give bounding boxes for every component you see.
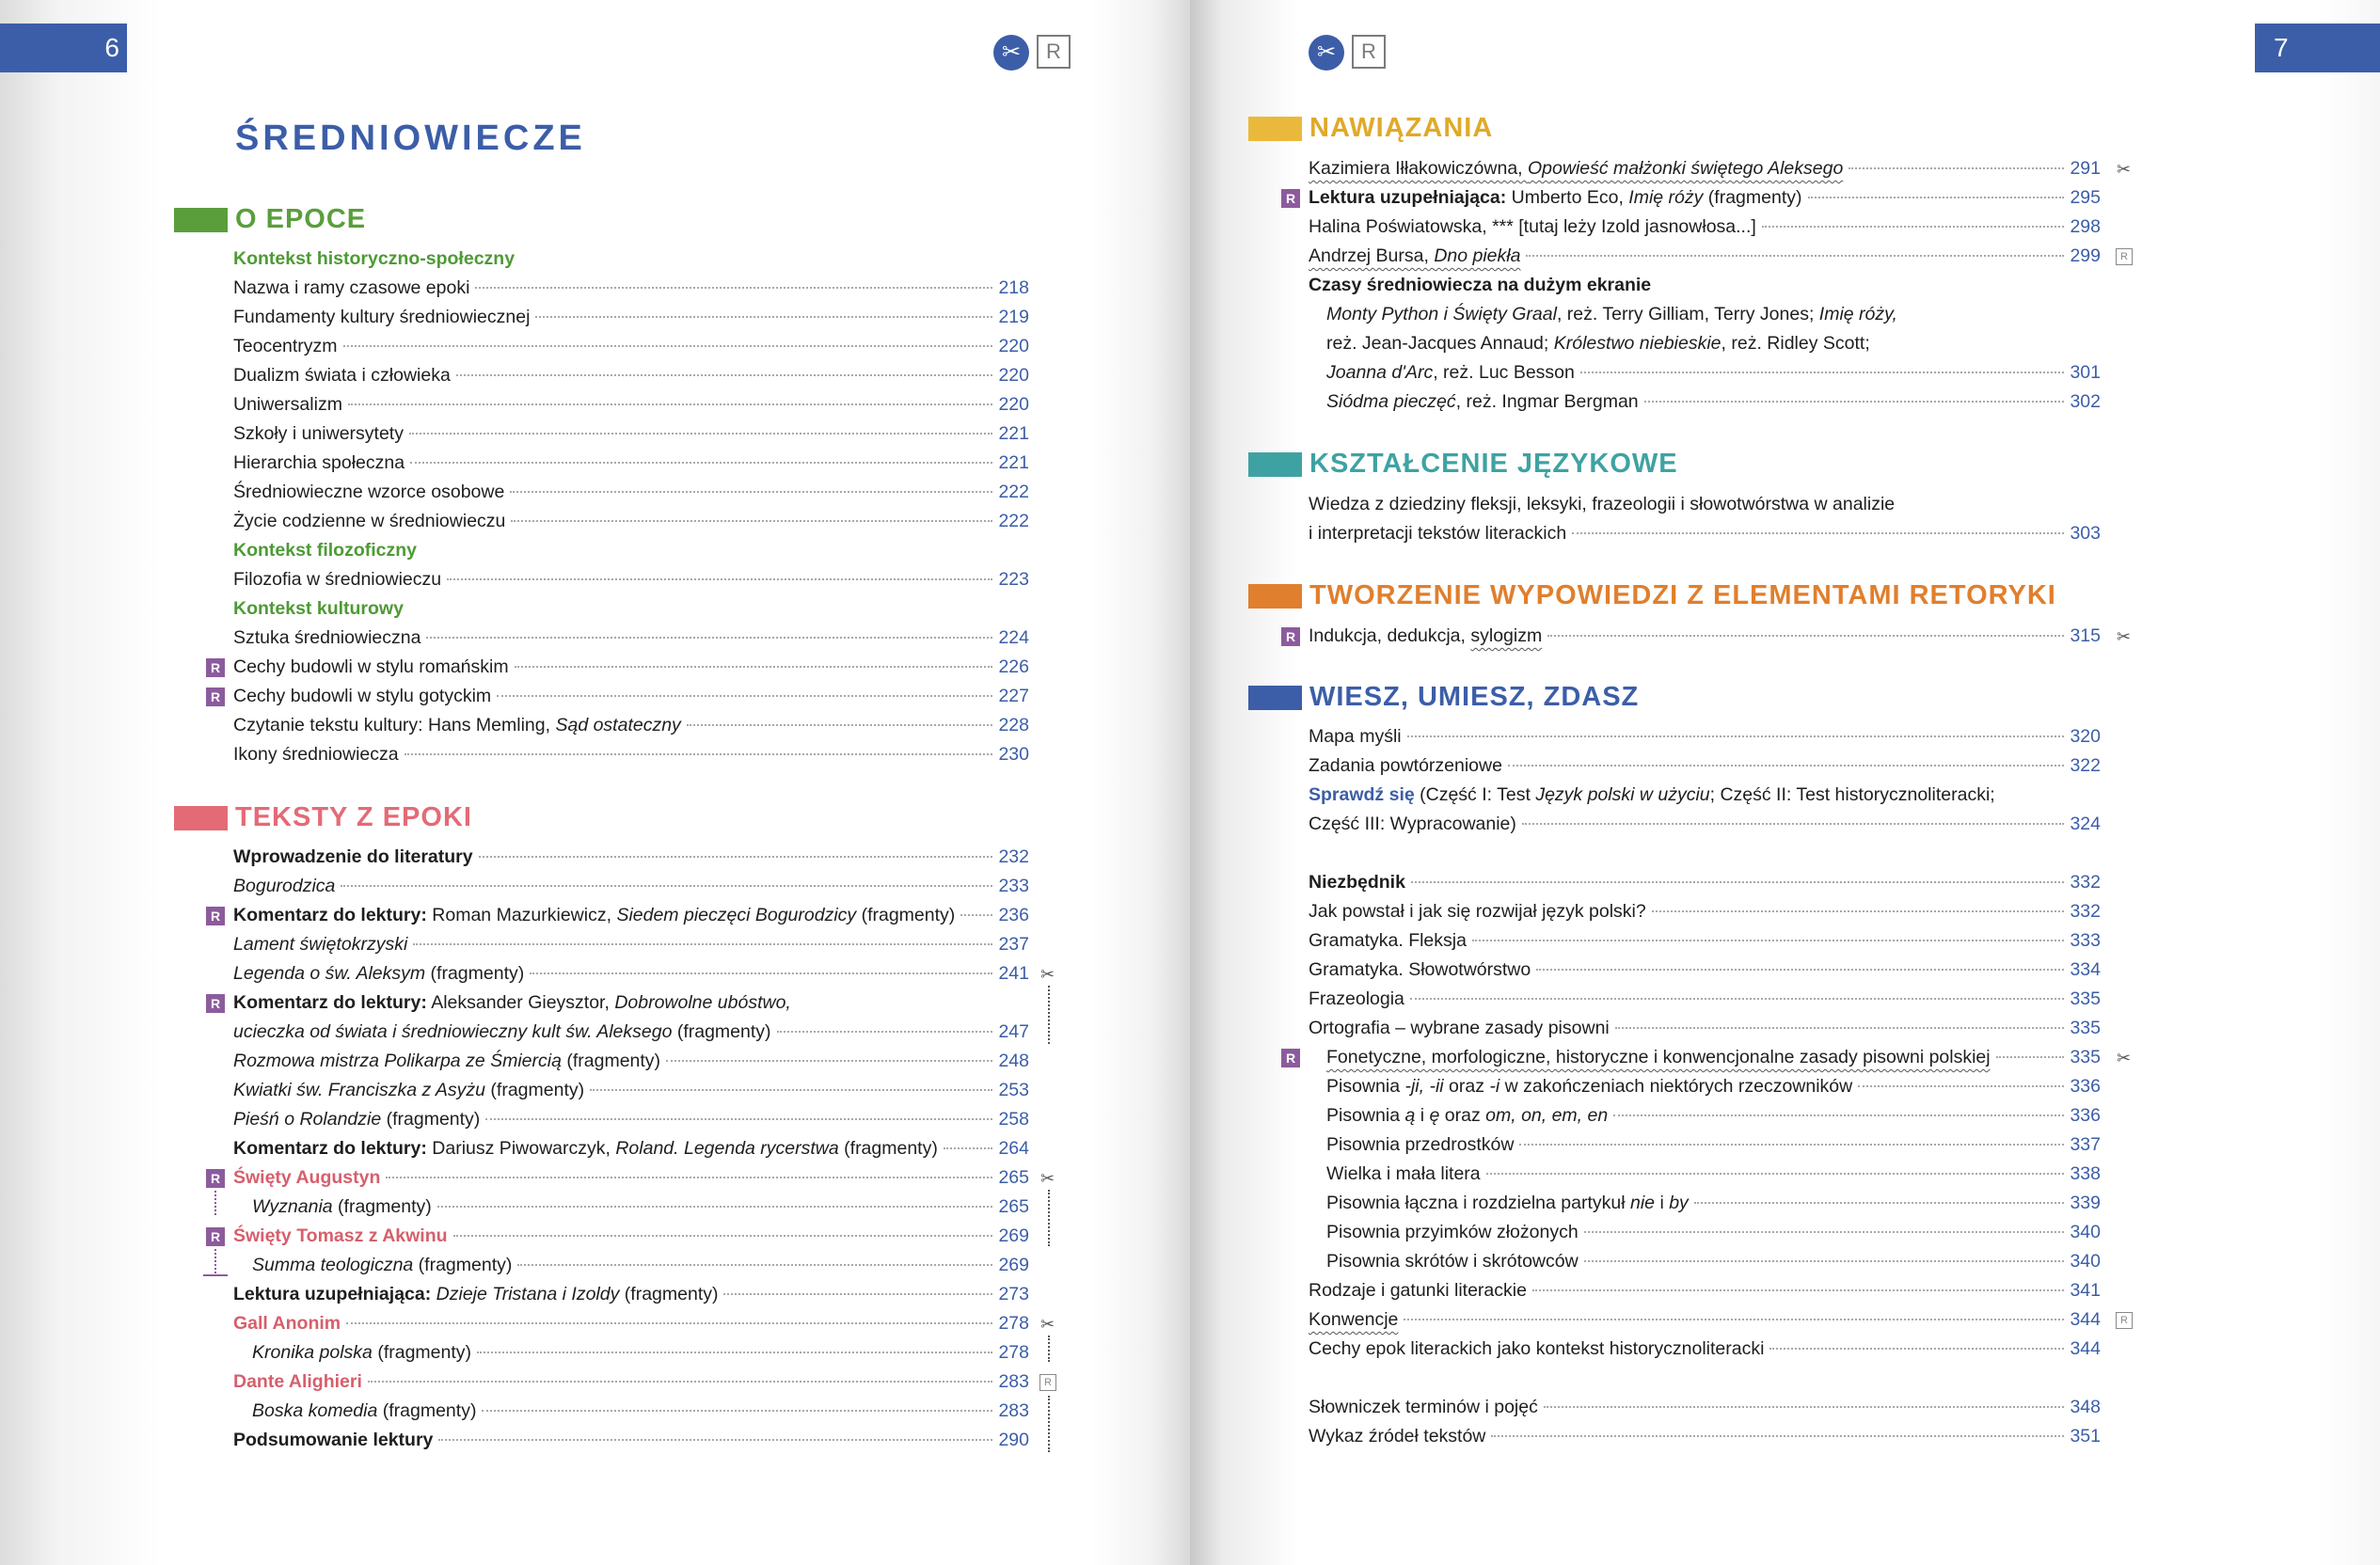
r-badge-icon: R [206, 1169, 225, 1188]
toc-entry[interactable]: Kazimiera Iłłakowiczówna, Opowieść małżonki świętego Aleksego 291 [1309, 158, 2101, 179]
toc-entry[interactable]: Legenda o św. Aleksym (fragmenty) 241 [233, 963, 1029, 984]
toc-entry[interactable]: reż. Jean-Jacques Annaud; Królestwo niebieskie, reż. Ridley Scott; [1326, 333, 1870, 354]
toc-entry[interactable]: Halina Poświatowska, *** [tutaj leży Izold jasnowłosa...] 298 [1309, 216, 2101, 237]
toc-entry[interactable]: Fundamenty kultury średniowiecznej 219 [233, 307, 1029, 327]
toc-entry[interactable]: Ortografia – wybrane zasady pisowni 335 [1309, 1018, 2101, 1038]
toc-entry[interactable]: Kwiatki św. Franciszka z Asyżu (fragmenty) 253 [233, 1080, 1029, 1100]
toc-entry[interactable]: Szkoły i uniwersytety 221 [233, 423, 1029, 444]
section-title: TWORZENIE WYPOWIEDZI Z ELEMENTAMI RETORYKI [1309, 580, 2056, 610]
r-badge-icon: R [206, 1227, 225, 1246]
section-title: O EPOCE [235, 204, 367, 234]
section-heading-o-epoce [174, 204, 366, 235]
toc-entry[interactable]: Święty Augustyn 265 [233, 1167, 1029, 1188]
toc-entry[interactable]: Lektura uzupełniająca: Umberto Eco, Imię róży (fragmenty) 295 [1309, 187, 2101, 208]
chain-link-icon [1048, 1396, 1050, 1452]
toc-subheading: Kontekst kulturowy [233, 598, 404, 619]
hierarchy-line [214, 1191, 216, 1215]
toc-entry[interactable]: Ikony średniowiecza 230 [233, 744, 1029, 765]
toc-entry[interactable]: Andrzej Bursa, Dno piekła 299 [1309, 245, 2101, 266]
section-color-bar [1248, 117, 1302, 141]
r-mark-icon: R [2116, 248, 2133, 265]
r-mark-icon: R [1037, 35, 1071, 69]
r-badge-icon: R [206, 658, 225, 677]
section-color-bar [1248, 686, 1302, 710]
scissors-icon: ✂ [2117, 1049, 2132, 1067]
toc-entry[interactable]: Średniowieczne wzorce osobowe 222 [233, 482, 1029, 502]
scissors-icon: ✂ [993, 35, 1029, 71]
page-number: 6 [0, 24, 127, 72]
r-badge-icon: R [1281, 1049, 1300, 1067]
scissors-icon: ✂ [1040, 1169, 1055, 1188]
toc-entry[interactable]: Joanna d'Arc, reż. Luc Besson 301 [1326, 362, 2101, 383]
toc-entry[interactable]: Zadania powtórzeniowe 322 [1309, 755, 2101, 776]
toc-entry[interactable]: Cechy budowli w stylu gotyckim 227 [233, 686, 1029, 706]
toc-entry[interactable]: Lament świętokrzyski 237 [233, 934, 1029, 955]
scissors-icon: ✂ [2117, 160, 2132, 179]
section-heading-teksty-z-epoki [174, 802, 472, 833]
toc-entry[interactable]: ucieczka od świata i średniowieczny kult św. Aleksego (fragmenty) 247 [233, 1021, 1029, 1042]
toc-entry[interactable]: Gramatyka. Słowotwórstwo 334 [1309, 959, 2101, 980]
toc-entry[interactable]: Uniwersalizm 220 [233, 394, 1029, 415]
toc-entry[interactable]: Pisownia skrótów i skrótowców 340 [1326, 1251, 2101, 1272]
hierarchy-line [203, 1274, 228, 1276]
toc-entry[interactable]: Święty Tomasz z Akwinu 269 [233, 1225, 1029, 1246]
section-color-bar [174, 208, 228, 232]
toc-entry[interactable]: Konwencje 344 [1309, 1309, 2101, 1330]
toc-entry[interactable]: Czasy średniowiecza na dużym ekranie [1309, 275, 1652, 295]
toc-entry[interactable]: Cechy budowli w stylu romańskim 226 [233, 656, 1029, 677]
era-title: ŚREDNIOWIECZE [235, 119, 586, 158]
toc-entry[interactable]: i interpretacji tekstów literackich 303 [1309, 523, 2101, 544]
toc-entry[interactable]: Jak powstał i jak się rozwijał język polski? 332 [1309, 901, 2101, 922]
toc-entry[interactable]: Pisownia ą i ę oraz om, on, em, en 336 [1326, 1105, 2101, 1126]
toc-entry[interactable]: Frazeologia 335 [1309, 988, 2101, 1009]
toc-entry[interactable]: Filozofia w średniowieczu 223 [233, 569, 1029, 590]
toc-entry[interactable]: Wyznania (fragmenty) 265 [252, 1196, 1029, 1217]
page-marks [1309, 35, 1386, 71]
chain-link-icon [1048, 986, 1050, 1044]
r-mark-icon: R [1039, 1374, 1056, 1391]
toc-entry[interactable]: Słowniczek terminów i pojęć 348 [1309, 1397, 2101, 1417]
toc-entry[interactable]: Czytanie tekstu kultury: Hans Memling, Sąd ostateczny 228 [233, 715, 1029, 735]
toc-entry[interactable]: Dante Alighieri 283 [233, 1371, 1029, 1392]
toc-subheading: Kontekst filozoficzny [233, 540, 418, 561]
toc-entry[interactable]: Cechy epok literackich jako kontekst historycznoliteracki 344 [1309, 1338, 2101, 1359]
section-heading-nawiazania [1248, 113, 1493, 144]
r-mark-icon: R [2116, 1312, 2133, 1329]
toc-entry[interactable]: Podsumowanie lektury 290 [233, 1430, 1029, 1450]
scissors-icon: ✂ [1309, 35, 1344, 71]
section-color-bar [1248, 452, 1302, 477]
toc-entry[interactable]: Rozmowa mistrza Polikarpa ze Śmiercią (fragmenty) 248 [233, 1051, 1029, 1071]
toc-entry[interactable]: Dualizm świata i człowieka 220 [233, 365, 1029, 386]
r-badge-icon: R [206, 994, 225, 1013]
toc-entry[interactable]: Niezbędnik 332 [1309, 872, 2101, 893]
scissors-icon: ✂ [1040, 1315, 1055, 1334]
r-badge-icon: R [1281, 189, 1300, 208]
section-title: NAWIĄZANIA [1309, 113, 1494, 143]
chain-link-icon [1048, 1190, 1050, 1246]
toc-entry[interactable]: Fonetyczne, morfologiczne, historyczne i konwencjonalne zasady pisowni polskiej 335 [1326, 1047, 2101, 1067]
r-badge-icon: R [206, 688, 225, 706]
r-badge-icon: R [206, 907, 225, 925]
page-number: 7 [2255, 24, 2380, 72]
section-heading-wiesz-umiesz-zdasz [1248, 682, 1639, 713]
chain-link-icon [1048, 1336, 1050, 1362]
toc-entry[interactable]: Wykaz źródeł tekstów 351 [1309, 1426, 2101, 1446]
toc-subheading: Kontekst historyczno-społeczny [233, 248, 516, 269]
toc-entry[interactable]: Komentarz do lektury: Aleksander Gieysztor, Dobrowolne ubóstwo, [233, 992, 791, 1013]
section-color-bar [1248, 584, 1302, 609]
toc-entry[interactable]: Życie codzienne w średniowieczu 222 [233, 511, 1029, 531]
toc-entry[interactable]: Monty Python i Święty Graal, reż. Terry Gilliam, Terry Jones; Imię róży, [1326, 304, 1897, 324]
toc-entry[interactable]: Mapa myśli 320 [1309, 726, 2101, 747]
toc-entry[interactable]: Siódma pieczęć, reż. Ingmar Bergman 302 [1326, 391, 2101, 412]
toc-entry[interactable]: Pisownia przedrostków 337 [1326, 1134, 2101, 1155]
section-title: KSZTAŁCENIE JĘZYKOWE [1309, 449, 1678, 479]
toc-entry[interactable]: Część III: Wypracowanie) 324 [1309, 814, 2101, 834]
toc-entry[interactable]: Sprawdź się (Część I: Test Język polski w użyciu; Część II: Test historycznoliteracki; [1309, 784, 1995, 805]
toc-entry[interactable]: Gramatyka. Fleksja 333 [1309, 930, 2101, 951]
toc-entry[interactable]: Summa teologiczna (fragmenty) 269 [252, 1255, 1029, 1275]
section-title: TEKSTY Z EPOKI [235, 802, 472, 832]
section-heading-tworzenie-wypowiedzi [1248, 580, 2056, 611]
page-marks [993, 35, 1071, 71]
toc-entry[interactable]: Lektura uzupełniająca: Dzieje Tristana i Izoldy (fragmenty) 273 [233, 1284, 1029, 1304]
right-page [1190, 0, 2380, 1565]
toc-entry[interactable]: Komentarz do lektury: Dariusz Piwowarczyk, Roland. Legenda rycerstwa (fragmenty) 264 [233, 1138, 1029, 1159]
hierarchy-line [214, 1249, 216, 1273]
section-color-bar [174, 806, 228, 830]
toc-entry[interactable]: Pisownia -ji, -ii oraz -i w zakończeniach niektórych rzeczowników 336 [1326, 1076, 2101, 1097]
toc-entry[interactable]: Wprowadzenie do literatury 232 [233, 846, 1029, 867]
toc-entry[interactable]: Wiedza z dziedziny fleksji, leksyki, frazeologii i słowotwórstwa w analizie [1309, 494, 1896, 514]
toc-entry[interactable]: Boska komedia (fragmenty) 283 [252, 1400, 1029, 1421]
section-title: WIESZ, UMIESZ, ZDASZ [1309, 682, 1640, 712]
toc-entry[interactable]: Rodzaje i gatunki literackie 341 [1309, 1280, 2101, 1301]
toc-entry[interactable]: Hierarchia społeczna 221 [233, 452, 1029, 473]
toc-entry[interactable]: Pisownia przyimków złożonych 340 [1326, 1222, 2101, 1242]
toc-entry[interactable]: Gall Anonim 278 [233, 1313, 1029, 1334]
toc-entry[interactable]: Wielka i mała litera 338 [1326, 1163, 2101, 1184]
scissors-icon: ✂ [1040, 965, 1055, 984]
toc-entry[interactable]: Nazwa i ramy czasowe epoki 218 [233, 277, 1029, 298]
r-mark-icon: R [1352, 35, 1386, 69]
toc-entry[interactable]: Pieśń o Rolandzie (fragmenty) 258 [233, 1109, 1029, 1130]
toc-entry[interactable]: Pisownia łączna i rozdzielna partykuł nie i by 339 [1326, 1193, 2101, 1213]
toc-entry[interactable]: Teocentryzm 220 [233, 336, 1029, 356]
toc-entry[interactable]: Sztuka średniowieczna 224 [233, 627, 1029, 648]
scissors-icon: ✂ [2117, 627, 2132, 646]
toc-entry[interactable]: Kronika polska (fragmenty) 278 [252, 1342, 1029, 1363]
r-badge-icon: R [1281, 627, 1300, 646]
toc-entry[interactable]: Indukcja, dedukcja, sylogizm 315 [1309, 625, 2101, 646]
section-heading-ksztalcenie-jezykowe [1248, 449, 1678, 480]
toc-entry[interactable]: Komentarz do lektury: Roman Mazurkiewicz, Siedem pieczęci Bogurodzicy (fragmenty) 236 [233, 905, 1029, 925]
toc-entry[interactable]: Bogurodzica 233 [233, 876, 1029, 896]
